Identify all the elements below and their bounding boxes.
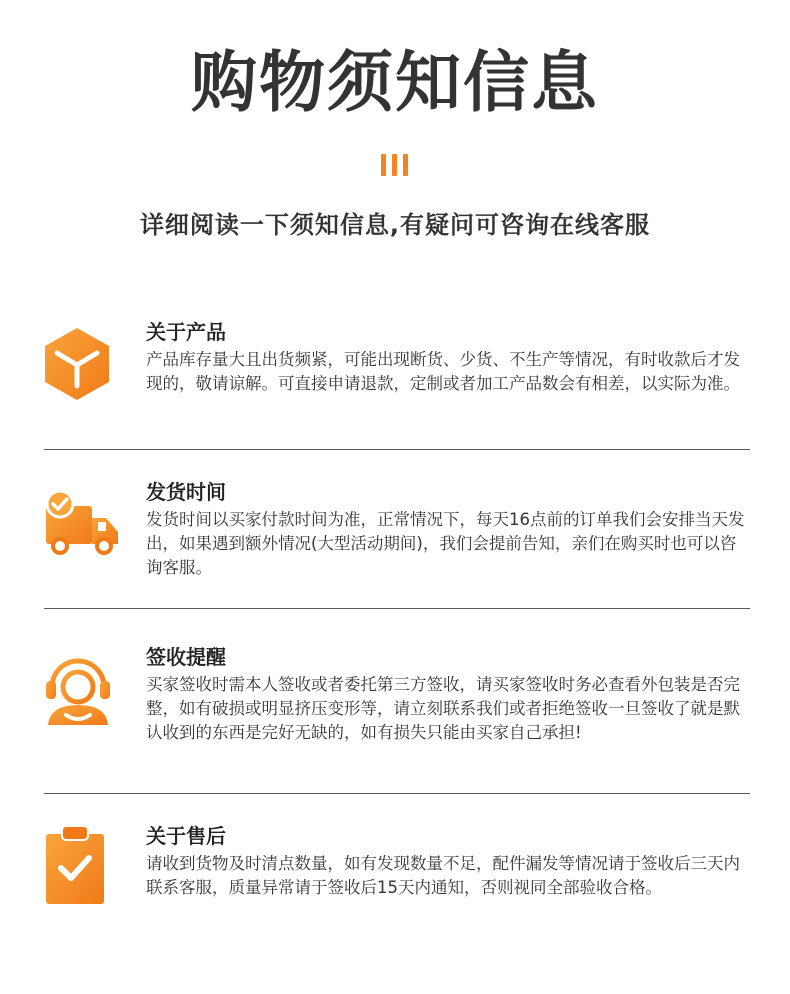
section-body: 买家签收时需本人签收或者委托第三方签收，请买家签收时务必查看外包装是否完整，如有破损或明显挤压变形等，请立刻联系我们或者拒绝签收一旦签收了就是默认收到的东西是完好无缺的，如有损失只能由买家自己承担! xyxy=(146,675,740,742)
cube-icon xyxy=(42,326,112,402)
customer-service-icon xyxy=(42,655,114,727)
divider xyxy=(44,793,750,794)
clipboard-check-icon xyxy=(42,822,108,906)
decorative-bars-icon xyxy=(381,154,409,176)
section-title: 关于产品 xyxy=(146,320,226,344)
divider xyxy=(44,449,750,450)
delivery-truck-icon xyxy=(42,490,122,566)
section-body: 请收到货物及时清点数量，如有发现数量不足，配件漏发等情况请于签收后三天内联系客服，质量异常请于签收后15天内通知，否则视同全部验收合格。 xyxy=(146,854,740,897)
section-title: 签收提醒 xyxy=(146,645,226,669)
divider xyxy=(44,608,750,609)
section-body: 产品库存量大且出货频紧，可能出现断货、少货、不生产等情况，有时收款后才发现的，敬请谅解。可直接申请退款，定制或者加工产品数会有相差，以实际为准。 xyxy=(146,350,740,393)
page-title: 购物须知信息 xyxy=(191,44,599,121)
page-subtitle: 详细阅读一下须知信息,有疑问可咨询在线客服 xyxy=(139,211,651,239)
section-title: 发货时间 xyxy=(146,480,226,504)
section-body: 发货时间以买家付款时间为准，正常情况下，每天16点前的订单我们会安排当天发出，如果遇到额外情况(大型活动期间)，我们会提前告知，亲们在购买时也可以咨询客服。 xyxy=(146,510,745,577)
section-title: 关于售后 xyxy=(146,824,226,848)
